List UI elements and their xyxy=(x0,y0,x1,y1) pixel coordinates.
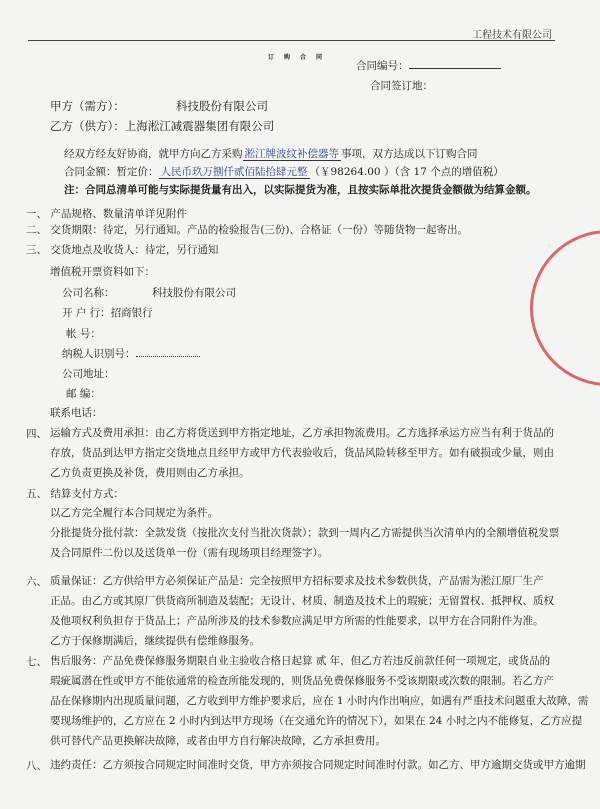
section-5: 五、 结算支付方式： xyxy=(26,488,124,500)
section-7-line-3: 品在保修期内出现质量问题，乙方收到甲方维护要求后，应在 1 小时内作出响应，如遇有严重技术问题重大故障，需 xyxy=(50,695,589,707)
party-a-label: 甲方（需方）： xyxy=(50,99,125,113)
intro-line xyxy=(64,146,478,161)
section-1: 一、 产品规格、数量清单详见附件 xyxy=(26,208,187,220)
inv-bank xyxy=(62,305,153,320)
contract-no-label: 合同编号： xyxy=(356,60,409,72)
section-4-line-1: 运输方式及费用承担：由乙方将货送到甲方指定地址，乙方承担物流费用。乙方选择承运方应当有利于货品的 xyxy=(50,427,554,439)
inv-bank-value: 招商银行 xyxy=(110,307,153,319)
party-b xyxy=(50,118,274,134)
party-b-label: 乙方（供方）： xyxy=(50,119,125,133)
section-4-line-3: 乙方负责更换及补货，费用则由乙方承担。 xyxy=(50,467,250,479)
section-4-line-2: 存放，货品到达甲方指定交货地点且经甲方或甲方代表验收后，货品风险转移至甲方。如有破损或少量，则由 xyxy=(50,447,554,459)
inv-company-value: 科技股份有限公司 xyxy=(152,287,236,299)
header-divider xyxy=(28,40,555,41)
contract-no-blank xyxy=(409,68,501,69)
page-title: 订购合同 xyxy=(267,54,332,61)
inv-company-label: 公司名称： xyxy=(62,287,115,299)
contract-no xyxy=(356,58,501,73)
amount-note: （含 17 个点的增值税） xyxy=(394,166,504,178)
section-6-line-1: 质量保证：乙方供给甲方必须保证产品是：完全按照甲方招标要求及技术参数供货，产品需为淞江原厂生产 xyxy=(50,575,544,587)
section-5-line-3: 及合同原件二份以及送货单一份（需有现场项目经理签字）。 xyxy=(50,547,329,559)
section-2: 二、 交货期限：待定，另行通知。产品的检验报告(三份)、合格证（一份）等随货物一起寄出。 xyxy=(26,224,469,236)
note-line: 注：合同总清单可能与实际提货量有出入，以实际提货为准，且按实际单批次提货金额做为结算金额。 xyxy=(64,184,537,196)
section-4-label: 四、 xyxy=(26,428,47,440)
inv-bank-label: 开 户 行： xyxy=(62,307,111,319)
invoice-title: 增值税开票资料如下： xyxy=(50,266,155,278)
intro-prefix: 经双方经友好协商，就甲方向乙方采购 xyxy=(64,148,243,160)
party-a-name: 科技股份有限公司 xyxy=(176,99,268,113)
inv-address-label: 公司地址： xyxy=(62,368,115,380)
inv-account-label: 帐 号： xyxy=(66,328,101,340)
intro-suffix: 事项，双方达成以下订购合同 xyxy=(341,148,478,160)
inv-tax-label: 纳税人识别号： xyxy=(62,348,136,360)
intro-item: 淞江牌波纹补偿器等 xyxy=(244,148,339,160)
header-company: 工程技术有限公司 xyxy=(472,30,552,41)
inv-tax xyxy=(62,346,200,361)
amount-line xyxy=(64,164,504,179)
section-7-line-1: 售后服务：产品免费保修服务期限自业主验收合格日起算 贰 年，但乙方若违反前款任何一项规定，或货品的 xyxy=(50,655,551,667)
section-8-label: 八、 xyxy=(26,760,47,772)
inv-post-label: 邮 编： xyxy=(66,388,101,400)
amount-prefix: 合同金额：暂定价： xyxy=(64,166,159,178)
section-7-line-4: 要现场维护的，乙方应在 2 小时内到达甲方现场（在交通允许的情况下），如果在 24 小时之内不能修复，乙方应提 xyxy=(50,715,583,727)
section-7-line-5: 供可替代产品更换解决故障，或者由甲方自行解决故障，乙方承担费用。 xyxy=(50,735,386,747)
section-3: 三、 交货地点及收货人：待定，另行通知 xyxy=(26,244,219,256)
company-seal xyxy=(530,230,600,386)
inv-phone-label: 联系电话： xyxy=(50,407,103,419)
section-5-line-2: 分批提货分批付款：全款发货（按批次支付当批次货款）；款到一周内乙方需提供当次清单内的全额增值税发票 xyxy=(50,527,560,539)
section-7-label: 七、 xyxy=(26,656,47,668)
inv-tax-blank xyxy=(136,356,200,357)
section-7-line-2: 瑕疵属潜在性或甲方不能依通常的检查所能发现的，则货品免费保修服务不受该期限或次数的限制。若乙方产 xyxy=(50,675,554,687)
section-6-line-2: 正品。由乙方或其原厂供货商所制造及装配；无设计、材质、制造及技术上的瑕疵；无留置权、抵押权、质权 xyxy=(50,595,554,607)
section-6-line-4: 乙方于保修期满后，继续提供有偿维修服务。 xyxy=(50,635,260,647)
section-6-line-3: 及他项权利负担存于货品上；产品所涉及的技术参数应满足甲方所需的性能要求，以甲方在合同附件为准。 xyxy=(50,615,544,627)
section-5-line-1: 以乙方完全履行本合同规定为条件。 xyxy=(50,507,218,519)
amount-number: （￥98264.00 ） xyxy=(309,166,395,178)
amount-words: 人民币玖万捌仟贰佰陆拾肆元整 xyxy=(160,166,308,178)
section-8-line-1: 违约责任：乙方须按合同规定时间准时交货，甲方亦须按合同规定时间准时付款。如乙方、甲方逾期交货或甲方逾期 xyxy=(50,759,586,771)
contract-place-label: 合同签订地： xyxy=(370,80,433,92)
section-6-label: 六、 xyxy=(26,576,47,588)
party-b-name: 上海淞江减震器集团有限公司 xyxy=(124,119,275,133)
